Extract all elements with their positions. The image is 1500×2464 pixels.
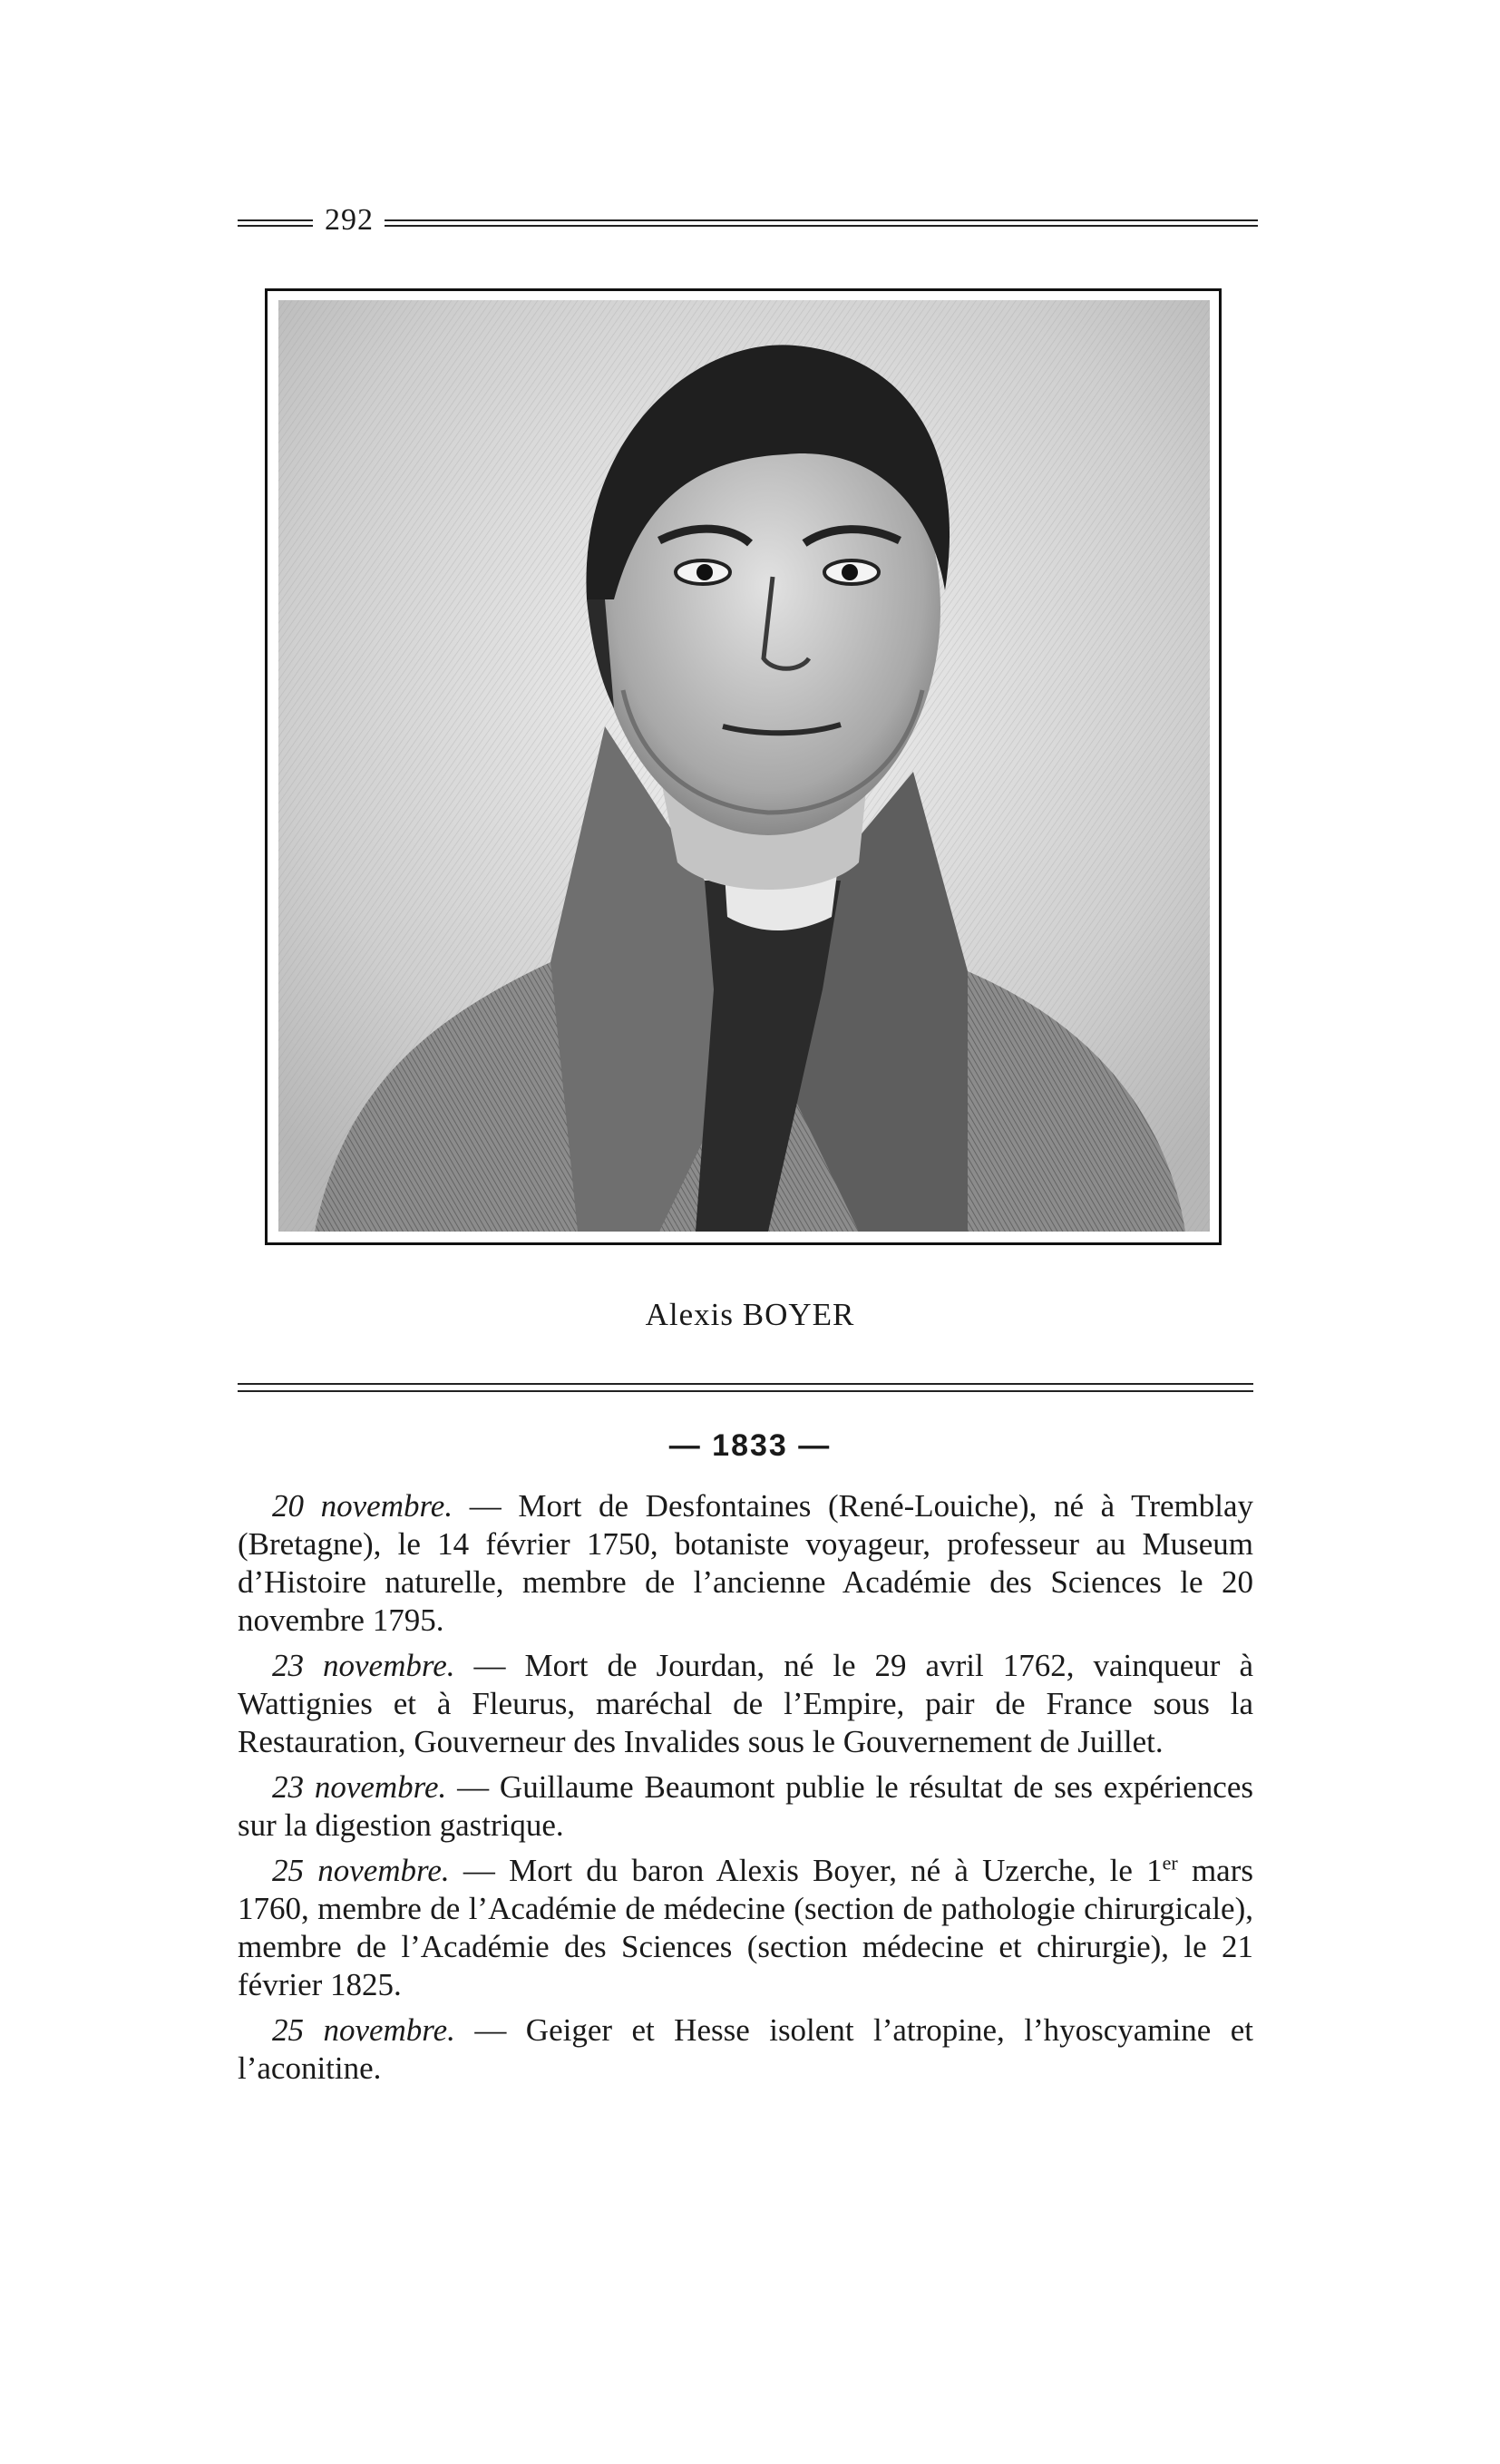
entry-text: — Mort de Jourdan, né le 29 avril 1762, vainqueur à Wattignies et à Fleurus, maréchal de l’Empire, pair de France sous la Restauration, Gouverneur des Invalides sous le Gouvernement de Juillet. [238, 1648, 1254, 1759]
header-rule-left [238, 219, 313, 227]
entry-text: — Geiger et Hesse isolent l’atropine, l’hyoscyamine et l’aconitine. [238, 2012, 1254, 2086]
entry-beaumont [238, 1768, 1253, 1845]
entry-text: — Mort de Desfontaines (René-Louiche), né à Tremblay (Bretagne), le 14 février 1750, botaniste voyageur, professeur au Museum d’Histoire naturelle, membre de l’ancienne Académie des Sciences le 20 novembre 1795. [238, 1488, 1253, 1638]
entry-desfontaines [238, 1487, 1253, 1640]
entry-text-continued: mars 1760, membre de l’Académie de médecine (section de pathologie chirurgicale), membre de l’Académie des Sciences (section médecine et chirurgie), le 21 février 1825. [238, 1853, 1253, 2002]
section-divider [238, 1383, 1253, 1392]
entry-jourdan [238, 1647, 1253, 1761]
entry-geiger-hesse [238, 2011, 1253, 2088]
header-rule-right [385, 219, 1258, 227]
year-heading: — 1833 — [668, 1428, 832, 1463]
entry-boyer [238, 1852, 1253, 2004]
portrait-image [265, 288, 1222, 1245]
entry-date: 23 novembre. [272, 1769, 447, 1805]
page-number: 292 [325, 203, 374, 237]
entry-date: 20 novembre. [272, 1488, 453, 1524]
portrait-caption: Alexis BOYER [645, 1297, 855, 1332]
page-header [238, 203, 1258, 243]
entry-date: 25 novembre. [272, 2012, 455, 2048]
portrait-engraving [278, 300, 1210, 1232]
entry-superscript: er [1162, 1851, 1178, 1875]
entry-text: — Guillaume Beaumont publie le résultat de ses expériences sur la digestion gastrique. [238, 1769, 1253, 1843]
entry-text: — Mort du baron Alexis Boyer, né à Uzerche, le 1 [449, 1853, 1163, 1888]
entry-date: 23 novembre. [272, 1648, 455, 1683]
chronology-entries [238, 1487, 1253, 2095]
entry-date: 25 novembre. [272, 1853, 450, 1888]
